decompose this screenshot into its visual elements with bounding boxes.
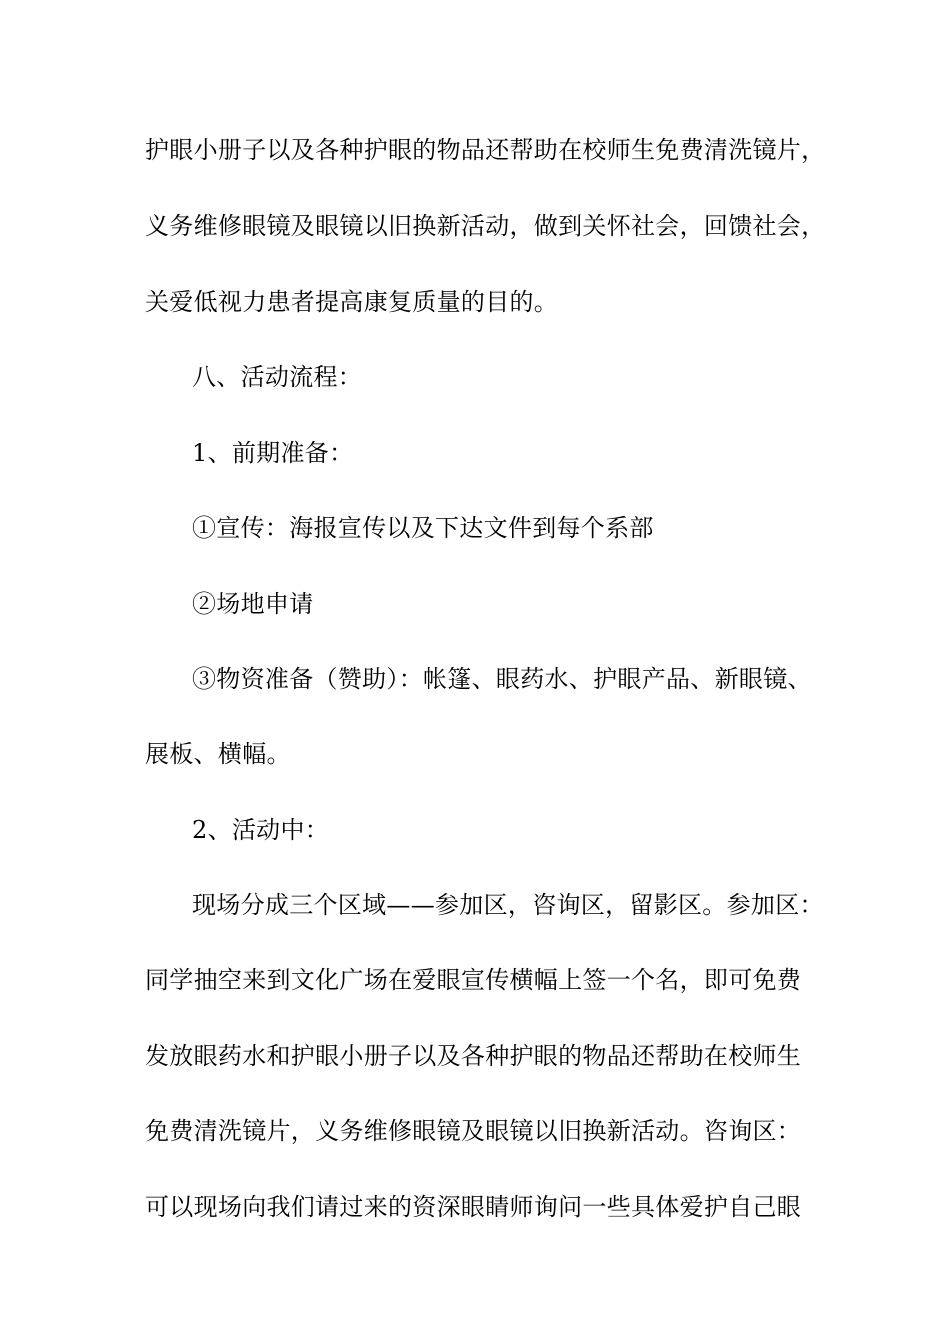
list-item: ③物资准备（赞助）：帐篷、眼药水、护眼产品、新眼镜、 (192, 665, 812, 693)
body-text-line: 可以现场向我们请过来的资深眼睛师询问一些具体爱护自己眼 (145, 1193, 802, 1221)
body-text-line: 现场分成三个区域——参加区，咨询区，留影区。参加区： (192, 891, 824, 919)
body-text-line: 免费清洗镜片，义务维修眼镜及眼镜以旧换新活动。咨询区： (145, 1117, 802, 1145)
body-text-line: 关爱低视力患者提高康复质量的目的。 (145, 288, 559, 316)
list-item: ①宣传：海报宣传以及下达文件到每个系部 (192, 514, 654, 542)
list-item: ②场地申请 (192, 590, 314, 618)
body-text-line: 护眼小册子以及各种护眼的物品还帮助在校师生免费清洗镜片， (145, 136, 826, 164)
section-heading: 八、活动流程： (192, 363, 363, 391)
body-text-line: 发放眼药水和护眼小册子以及各种护眼的物品还帮助在校师生 (145, 1042, 802, 1070)
body-text-line: 义务维修眼镜及眼镜以旧换新活动，做到关怀社会，回馈社会， (145, 212, 826, 240)
body-text-line: 展板、横幅。 (145, 740, 291, 768)
body-text-line: 同学抽空来到文化广场在爱眼宣传横幅上签一个名，即可免费 (145, 966, 802, 994)
subsection-heading: 1、前期准备： (192, 439, 354, 467)
subsection-heading: 2、活动中： (192, 816, 330, 844)
